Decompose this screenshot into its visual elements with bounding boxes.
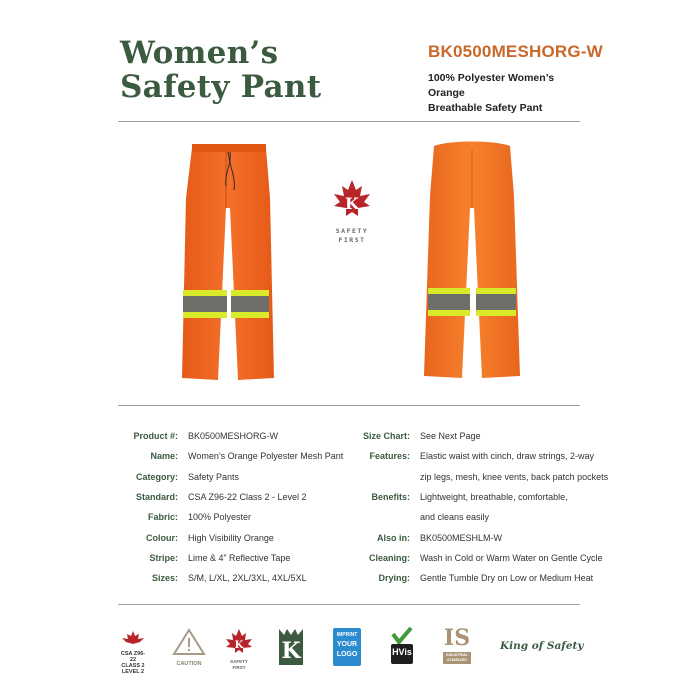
spec-value-stripe: Lime & 4” Reflective Tape	[188, 553, 291, 563]
caution-label: CAUTION	[176, 661, 202, 667]
king-of-safety-logo: King of Safety	[500, 640, 584, 652]
pant-front-image	[178, 138, 278, 388]
spec-value-cleaning: Wash in Cold or Warm Water on Gentle Cycle	[420, 553, 603, 563]
caution-triangle-icon	[172, 628, 206, 656]
spec-label-drying: Drying:	[378, 573, 410, 583]
maple-leaf-icon	[330, 178, 374, 222]
is-subtitle: INDUSTRIAL STANDARD	[443, 652, 471, 664]
spec-value-name: Women’s Orange Polyester Mesh Pant	[188, 451, 344, 461]
spec-label-size-chart: Size Chart:	[362, 431, 410, 441]
specs-divider-top	[118, 405, 580, 406]
spec-value-product: BK0500MESHORG-W	[188, 431, 279, 441]
spec-value-drying: Gentle Tumble Dry on Low or Medium Heat	[420, 573, 594, 583]
svg-text:K: K	[345, 194, 359, 213]
spec-value-category: Safety Pants	[188, 472, 240, 482]
safety-first-maple-icon	[224, 628, 254, 654]
k-letter: K	[281, 638, 301, 664]
spec-label-name: Name:	[150, 451, 178, 461]
spec-label-stripe: Stripe:	[149, 553, 178, 563]
spec-label-also-in: Also in:	[377, 533, 410, 543]
spec-label-sizes: Sizes:	[151, 573, 178, 583]
hivis-label: HVis	[392, 647, 412, 657]
csa-certification-badge	[118, 630, 148, 675]
subtitle-line-1: 100% Polyester Women’s Orange	[428, 72, 555, 99]
safety-first-logo	[322, 178, 382, 248]
is-letters: IS	[443, 625, 471, 651]
spec-value-features-2: zip legs, mesh, knee vents, back patch pockets	[420, 472, 609, 482]
spec-label-category: Category:	[135, 472, 178, 482]
hivis-badge	[389, 626, 415, 666]
title-line-1: Women’s	[120, 35, 279, 71]
spec-label-product: Product #:	[133, 431, 178, 441]
csa-line-2: CLASS 2	[121, 663, 145, 669]
spec-label-fabric: Fabric:	[147, 512, 178, 522]
safety-first-badge	[224, 628, 254, 668]
spec-label-colour: Colour:	[146, 533, 178, 543]
spec-value-colour: High Visibility Orange	[188, 533, 274, 543]
spec-label-features: Features:	[369, 451, 410, 461]
spec-value-standard: CSA Z96-22 Class 2 - Level 2	[188, 492, 307, 502]
safety-first-label: SAFETY FIRST	[230, 659, 248, 670]
header-divider	[118, 121, 580, 122]
csa-maple-leaf-icon	[118, 630, 148, 646]
spec-value-also-in: BK0500MESHLM-W	[420, 533, 503, 543]
product-sku-heading: BK0500MESHORG-W	[428, 42, 603, 61]
spec-label-benefits: Benefits:	[371, 492, 410, 502]
safety-logo-line-2: FIRST	[338, 236, 366, 244]
safety-logo-line-1: SAFETY	[335, 227, 369, 235]
pant-back-image	[420, 136, 524, 386]
caution-badge	[172, 628, 206, 668]
industrial-standard-badge	[443, 624, 471, 668]
spec-value-benefits-2: and cleans easily	[420, 512, 490, 522]
hivis-check-icon	[389, 626, 415, 666]
product-subtitle	[428, 71, 588, 116]
imprint-line-2: YOUR	[336, 641, 358, 648]
imprint-your-logo-badge	[333, 628, 361, 666]
k-crown-badge	[277, 627, 305, 667]
spec-value-features-1: Elastic waist with cinch, draw strings, 2-way	[420, 451, 595, 461]
spec-value-size-chart: See Next Page	[420, 431, 481, 441]
spec-value-fabric: 100% Polyester	[188, 512, 252, 522]
subtitle-line-2: Breathable Safety Pant	[428, 102, 543, 114]
csa-line-3: LEVEL 2	[121, 669, 145, 675]
spec-label-standard: Standard:	[135, 492, 178, 502]
csa-line-1: CSA Z96-22	[120, 651, 146, 663]
svg-text:K: K	[234, 640, 244, 651]
imprint-line-3: LOGO	[336, 651, 358, 658]
spec-value-sizes: S/M, L/XL, 2XL/3XL, 4XL/5XL	[188, 573, 307, 583]
spec-label-cleaning: Cleaning:	[368, 553, 410, 563]
imprint-line-1: IMPRINT	[336, 632, 358, 638]
page-title	[120, 36, 321, 104]
spec-value-benefits-1: Lightweight, breathable, comfortable,	[420, 492, 568, 502]
title-line-2: Safety Pant	[120, 69, 322, 105]
specs-divider-bottom	[118, 604, 580, 605]
